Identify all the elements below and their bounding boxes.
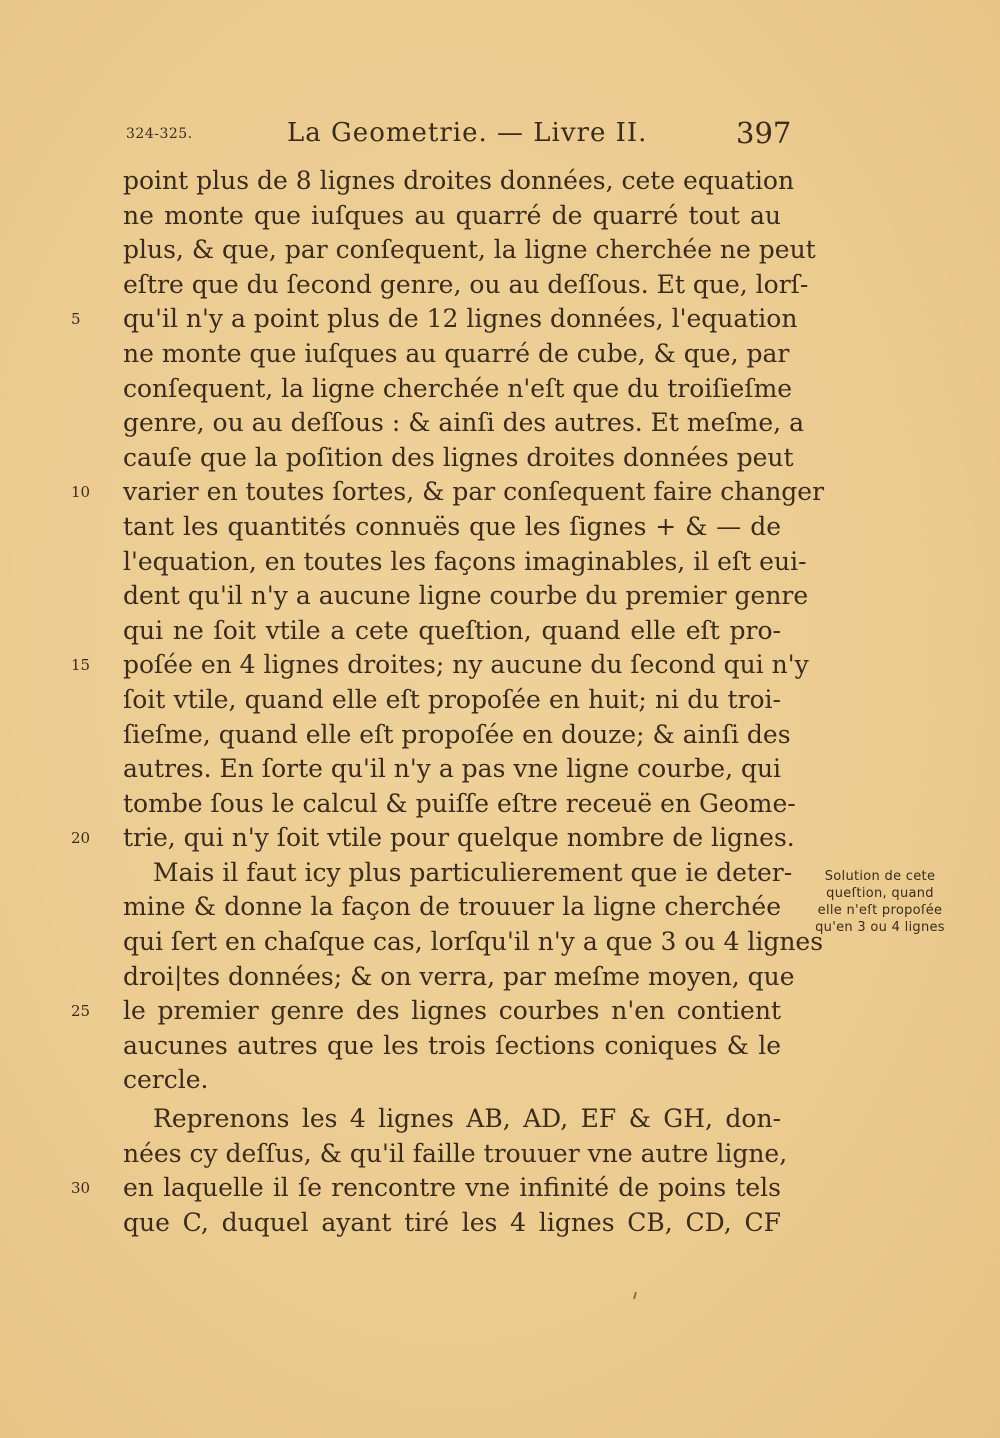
text-line — [123, 960, 795, 995]
line-number: 5 — [71, 310, 81, 329]
text-line — [123, 199, 781, 234]
text-line — [123, 1063, 781, 1098]
text-line-content: dent qu'il n'y a aucune ligne courbe du premier genre — [123, 581, 809, 611]
text-line — [71, 475, 825, 510]
line-number: 25 — [71, 1002, 91, 1021]
paper-speck — [633, 1292, 637, 1299]
text-line — [71, 1171, 781, 1206]
text-line-content: trie, qui n'y ſoit vtile pour quelque nombre de lignes. — [123, 823, 795, 853]
text-line-content: varier en toutes ſortes, & par conſequent faire changer — [123, 477, 825, 507]
margin-note-line: queſtion, quand — [826, 886, 934, 901]
text-line-content: nées cy deſſus, & qu'il faille trouuer vne autre ligne, — [123, 1138, 788, 1168]
text-line — [123, 164, 795, 199]
text-line — [123, 268, 809, 303]
text-line-content: point plus de 8 lignes droites données, cete equation — [123, 166, 795, 195]
text-line-content: aucunes autres que les trois ſections coniques & le — [123, 1030, 781, 1060]
text-line — [71, 994, 781, 1029]
margin-note-line: qu'en 3 ou 4 lignes — [815, 920, 945, 935]
text-line-content: l'equation, en toutes les façons imaginables, il eſt eui- — [123, 546, 807, 576]
text-line-content: le premier genre des lignes courbes n'en contient — [123, 996, 781, 1026]
text-line-content: mine & donne la façon de trouuer la ligne cherchée — [123, 892, 781, 922]
text-line-content: autres. En ſorte qu'il n'y a pas vne ligne courbe, qui — [123, 754, 782, 784]
line-number: 10 — [71, 483, 91, 502]
text-line — [123, 856, 793, 891]
text-line-content: genre, ou au deſſous : & ainſi des autres. Et meſme, a — [123, 408, 804, 438]
text-line — [123, 718, 791, 753]
text-line-content: ſoit vtile, quand elle eſt propoſée en huit; ni du troi- — [123, 684, 781, 714]
text-line — [123, 614, 781, 649]
header-folio: 324-325. — [126, 126, 193, 142]
text-line-content: ſieſme, quand elle eſt propoſée en douze; & ainſi des — [123, 719, 791, 749]
header-title: La Geometrie. — Livre II. — [287, 118, 648, 148]
running-header — [0, 116, 1000, 156]
text-line — [123, 1206, 781, 1241]
text-line-content: que C, duquel ayant tiré les 4 lignes CB, CD, CF — [123, 1207, 781, 1237]
text-line-content: tant les quantités connuës que les ſignes + & — de — [123, 511, 781, 541]
text-line — [123, 337, 790, 372]
text-line — [71, 302, 798, 337]
text-line-content: qui ne ſoit vtile a cete queſtion, quand elle eſt pro- — [123, 615, 781, 645]
line-number: 20 — [71, 829, 91, 848]
text-line-content: ne monte que iuſques au quarré de quarré tout au — [123, 200, 781, 230]
text-line-content: cercle. — [123, 1065, 209, 1095]
main-text — [71, 164, 825, 1240]
text-line — [71, 821, 795, 856]
text-line-content: eſtre que du ſecond genre, ou au deſſous. Et que, lorſ- — [123, 269, 809, 299]
text-line-content: poſée en 4 lignes droites; ny aucune du ſecond qui n'y — [123, 650, 809, 680]
text-line-content: conſequent, la ligne cherchée n'eſt que du troiſieſme — [123, 373, 793, 403]
margin-note-line: elle n'eſt propoſée — [817, 903, 943, 918]
text-line-content: plus, & que, par conſequent, la ligne cherchée ne peut — [123, 235, 816, 265]
text-line — [123, 372, 793, 407]
text-line — [123, 1137, 788, 1172]
text-line — [123, 233, 816, 268]
text-line — [123, 510, 781, 545]
text-line — [123, 545, 807, 580]
text-line-content: qui ſert en chaſque cas, lorſqu'il n'y a que 3 ou 4 lignes — [123, 927, 824, 957]
text-line-content: en laquelle il ſe rencontre vne infinité de poins tels — [123, 1173, 781, 1203]
text-line — [123, 441, 794, 476]
text-line-content: ne monte que iuſques au quarré de cube, & que, par — [123, 338, 790, 368]
text-line-content: Mais il faut icy plus particulierement que ie deter- — [153, 857, 793, 887]
text-line — [123, 683, 781, 718]
page-number: 397 — [736, 116, 792, 150]
text-line — [123, 752, 781, 787]
text-line-content: cauſe que la poſition des lignes droites données peut — [123, 442, 794, 472]
text-line — [123, 1029, 781, 1064]
text-line — [71, 648, 809, 683]
text-line — [123, 890, 781, 925]
line-number: 30 — [71, 1179, 91, 1198]
text-line — [123, 579, 809, 614]
text-line-content: qu'il n'y a point plus de 12 lignes données, l'equation — [123, 304, 798, 334]
text-line — [123, 787, 796, 822]
text-line-content: Reprenons les 4 lignes AB, AD, EF & GH, don- — [153, 1104, 781, 1134]
margin-note-line: Solution de cete — [824, 869, 936, 884]
text-line — [123, 406, 804, 441]
margin-note — [802, 868, 958, 936]
text-line — [123, 925, 824, 960]
text-line-content: tombe ſous le calcul & puiſſe eſtre receuë en Geome- — [123, 788, 796, 818]
text-line — [123, 1102, 781, 1137]
line-number: 15 — [71, 656, 91, 675]
text-line-content: droi|tes données; & on verra, par meſme moyen, que — [123, 961, 795, 991]
